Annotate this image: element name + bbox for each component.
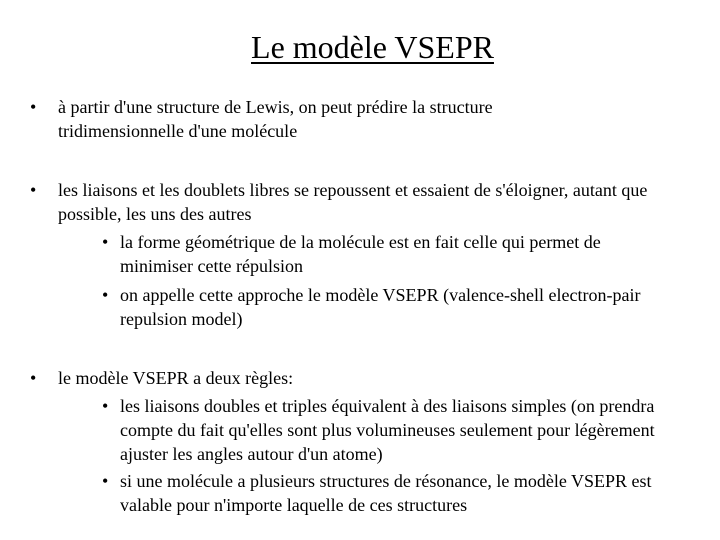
bullet-text: à partir d'une structure de Lewis, on peut prédire la structure tridimensionnelle d'une molécule <box>58 97 493 141</box>
sub-bullet-dot: • <box>102 232 109 252</box>
bullet-text: le modèle VSEPR a deux règles: <box>58 368 294 388</box>
bullet-dot: • <box>30 368 37 388</box>
bullet-text: les liaisons et les doublets libres se repoussent et essaient de s'éloigner, autant que possible, les uns des autres <box>58 180 648 224</box>
sub-bullet-item <box>102 230 672 278</box>
sub-bullet-dot: • <box>102 285 109 305</box>
slide-title: Le modèle VSEPR <box>251 29 494 65</box>
sub-bullet-item <box>102 469 662 517</box>
bullet-dot: • <box>30 180 37 200</box>
sub-bullet-text: les liaisons doubles et triples équivalent à des liaisons simples (on prendra compte du fait qu'elles sont plus volumineuses seulement pour légèrement ajuster les angles autour d'un atome) <box>120 396 655 464</box>
bullet-dot: • <box>30 97 37 117</box>
bullet-item <box>30 366 630 390</box>
sub-bullet-item <box>102 394 662 466</box>
bullet-item <box>30 95 590 143</box>
sub-bullet-text: on appelle cette approche le modèle VSEPR (valence-shell electron-pair repulsion model) <box>120 285 641 329</box>
sub-bullet-item <box>102 283 672 331</box>
bullet-item <box>30 178 690 226</box>
sub-bullet-dot: • <box>102 396 109 416</box>
sub-bullet-text: la forme géométrique de la molécule est en fait celle qui permet de minimiser cette répulsion <box>120 232 601 276</box>
sub-bullet-text: si une molécule a plusieurs structures de résonance, le modèle VSEPR est valable pour n'importe laquelle de ces structures <box>120 471 652 515</box>
sub-bullet-dot: • <box>102 471 109 491</box>
